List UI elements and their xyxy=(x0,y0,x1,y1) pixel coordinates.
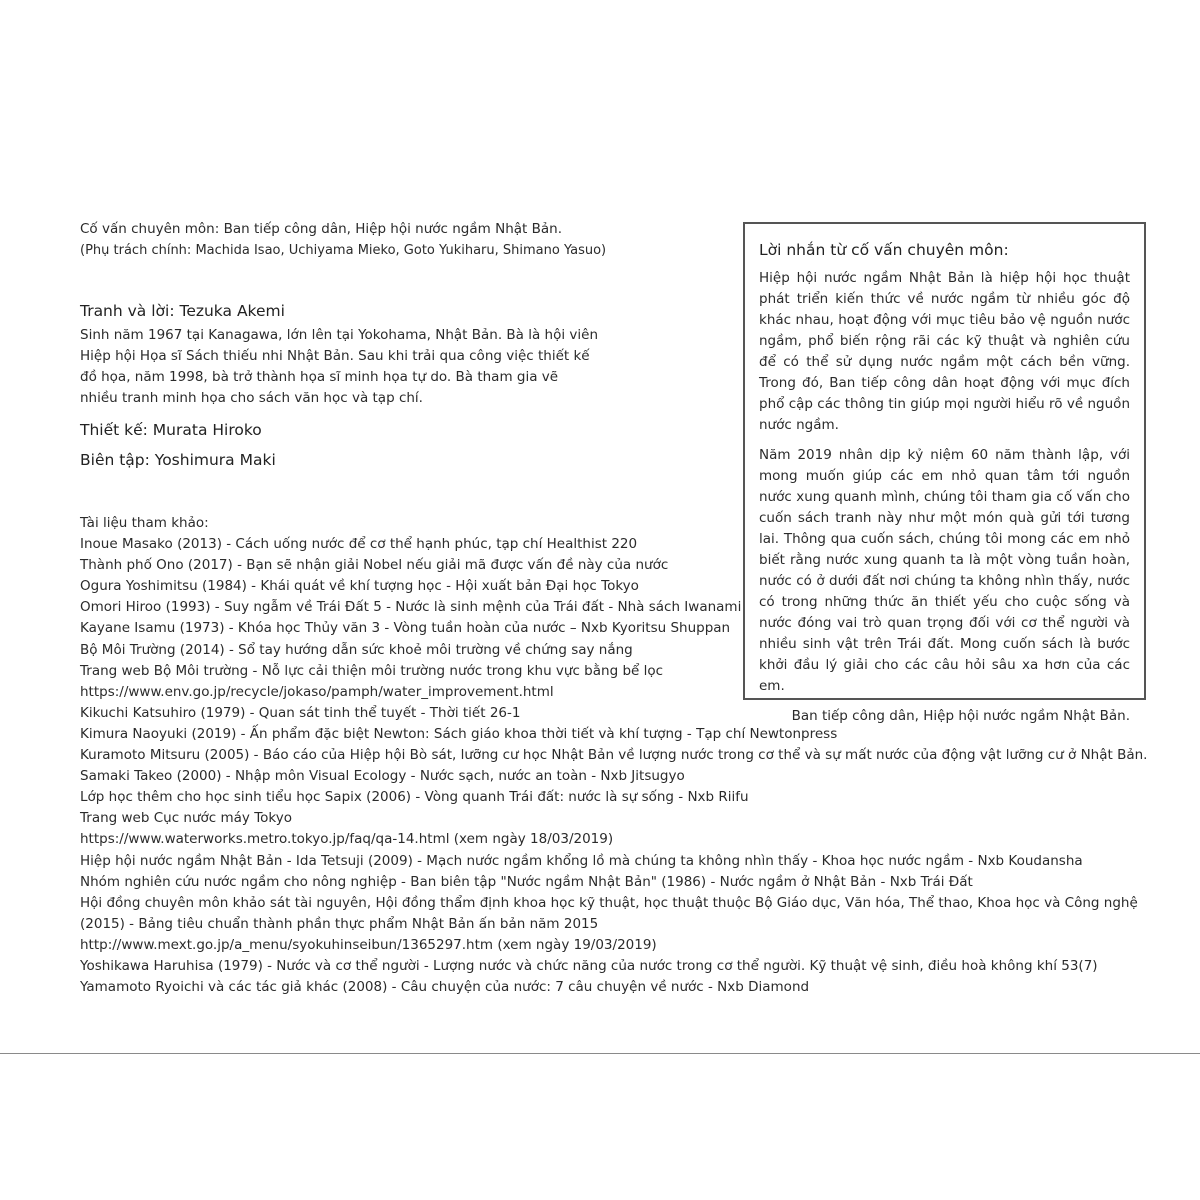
reference-item: Omori Hiroo (1993) - Suy ngẫm về Trái Đất 5 - Nước là sinh mệnh của Trái đất - Nhà sách Iwanami xyxy=(80,599,742,616)
advisor-message-paragraph: Năm 2019 nhân dịp kỷ niệm 60 năm thành lập, với mong muốn giúp các em nhỏ quan tâm tới nguồn nước xung quanh mình, chúng tôi tham gia cố vấn cho cuốn sách tranh này như một món quà gửi tới tương lai. Thông qua cuốn sách, chúng tôi mong các em nhỏ biết rằng nước xung quanh ta là một vòng tuần hoàn, nước có ở dưới đất nơi chúng ta không nhìn thấy, nước có trong những thức ăn thiết yếu cho cuộc sống và nước đóng vai trò quan trọng đối với cơ thể người và nhiều sinh vật trên Trái đất. Mong cuốn sách là bước khởi đầu lý giải cho các câu hỏi sâu xa hơn của các em. xyxy=(759,447,1130,694)
advisor-message-paragraph: Hiệp hội nước ngầm Nhật Bản là hiệp hội học thuật phát triển kiến thức về nước ngầm từ nhiều góc độ khác nhau, hoạt động với mục tiêu bảo vệ nguồn nước ngầm, phổ biến rộng rãi các kỹ thuật và nghiên cứu để có thể sử dụng nước ngầm một cách bền vững. Trong đó, Ban tiếp công dân hoạt động với mục đích phổ cập các thông tin giúp mọi người hiểu rõ về nguồn nước ngầm. xyxy=(759,270,1130,433)
reference-item: Hiệp hội nước ngầm Nhật Bản - Ida Tetsuji (2009) - Mạch nước ngầm khổng lồ mà chúng ta không nhìn thấy - Khoa học nước ngầm - Nxb Koudansha xyxy=(80,852,1083,869)
reference-item: Nhóm nghiên cứu nước ngầm cho nông nghiệp - Ban biên tập "Nước ngầm Nhật Bản" (1986) - Nước ngầm ở Nhật Bản - Nxb Trái Đất xyxy=(80,873,973,890)
reference-item: Thành phố Ono (2017) - Bạn sẽ nhận giải Nobel nếu giải mã được vấn đề này của nước xyxy=(80,557,669,574)
reference-item: Bộ Môi Trường (2014) - Sổ tay hướng dẫn sức khoẻ môi trường về chứng say nắng xyxy=(80,641,633,658)
advisor-credit xyxy=(80,219,640,261)
designer-credit: Thiết kế: Murata Hiroko xyxy=(80,421,262,439)
reference-url: https://www.waterworks.metro.tokyo.jp/faq/qa-14.html (xem ngày 18/03/2019) xyxy=(80,831,614,848)
advisor-line: Cố vấn chuyên môn: Ban tiếp công dân, Hiệp hội nước ngầm Nhật Bản. xyxy=(80,221,562,237)
reference-item: Trang web Bộ Môi trường - Nỗ lực cải thiện môi trường nước trong khu vực bằng bể lọc xyxy=(80,662,664,679)
reference-url: http://www.mext.go.jp/a_menu/syokuhinseibun/1365297.htm (xem ngày 19/03/2019) xyxy=(80,936,657,953)
reference-item: Samaki Takeo (2000) - Nhập môn Visual Ecology - Nước sạch, nước an toàn - Nxb Jitsugyo xyxy=(80,768,685,785)
reference-item: Hội đồng chuyên môn khảo sát tài nguyên, Hội đồng thẩm định khoa học kỹ thuật, học thuật thuộc Bộ Giáo dục, Văn hóa, Thể thao, Khoa học và Công nghệ (2015) - Bảng tiêu chuẩn thành phần thực phẩm Nhật Bản ấn bản năm 2015 xyxy=(80,894,1138,932)
advisor-message-title: Lời nhắn từ cố vấn chuyên môn: xyxy=(759,241,1009,259)
editor-credit: Biên tập: Yoshimura Maki xyxy=(80,451,276,469)
advisor-message-signature: Ban tiếp công dân, Hiệp hội nước ngầm Nhật Bản. xyxy=(791,708,1130,724)
author-heading: Tranh và lời: Tezuka Akemi xyxy=(80,302,285,320)
reference-item: Kuramoto Mitsuru (2005) - Báo cáo của Hiệp hội Bò sát, lưỡng cư học Nhật Bản về lượng nước trong cơ thể và sự mất nước của động vật lưỡng cư ở Nhật Bản. xyxy=(80,747,1148,764)
bottom-divider xyxy=(0,1053,1200,1054)
reference-item: Kikuchi Katsuhiro (1979) - Quan sát tinh thể tuyết - Thời tiết 26-1 xyxy=(80,704,521,721)
author-section xyxy=(80,299,600,409)
reference-item: Yamamoto Ryoichi và các tác giả khác (2008) - Câu chuyện của nước: 7 câu chuyện về nước - Nxb Diamond xyxy=(80,979,810,996)
author-bio: Sinh năm 1967 tại Kanagawa, lớn lên tại Yokohama, Nhật Bản. Bà là hội viên Hiệp hội Họa sĩ Sách thiếu nhi Nhật Bản. Sau khi trải qua công việc thiết kế đồ họa, năm 1998, bà trở thành họa sĩ minh họa tự do. Bà tham gia vẽ nhiều tranh minh họa cho sách văn học và tạp chí. xyxy=(80,327,599,406)
reference-item: Lớp học thêm cho học sinh tiểu học Sapix (2006) - Vòng quanh Trái đất: nước là sự sống - Nxb Riifu xyxy=(80,789,749,806)
reference-item: Ogura Yoshimitsu (1984) - Khái quát về khí tượng học - Hội xuất bản Đại học Tokyo xyxy=(80,578,639,595)
reference-item: Yoshikawa Haruhisa (1979) - Nước và cơ thể người - Lượng nước và chức năng của nước trong cơ thể người. Kỹ thuật vệ sinh, điều hoà không khí 53(7) xyxy=(80,957,1098,974)
advisor-staff-line: (Phụ trách chính: Machida Isao, Uchiyama Mieko, Goto Yukiharu, Shimano Yasuo) xyxy=(80,243,607,258)
reference-item: Inoue Masako (2013) - Cách uống nước để cơ thể hạnh phúc, tạp chí Healthist 220 xyxy=(80,536,638,553)
reference-item: Trang web Cục nước máy Tokyo xyxy=(80,810,292,827)
references-title: Tài liệu tham khảo: xyxy=(80,515,209,531)
reference-item: Kayane Isamu (1973) - Khóa học Thủy văn 3 - Vòng tuần hoàn của nước – Nxb Kyoritsu Shuppan xyxy=(80,620,731,637)
advisor-message-box xyxy=(743,222,1146,724)
reference-url: https://www.env.go.jp/recycle/jokaso/pamph/water_improvement.html xyxy=(80,683,554,700)
reference-item: Kimura Naoyuki (2019) - Ấn phẩm đặc biệt Newton: Sách giáo khoa thời tiết và khí tượng - Tạp chí Newtonpress xyxy=(80,725,838,742)
